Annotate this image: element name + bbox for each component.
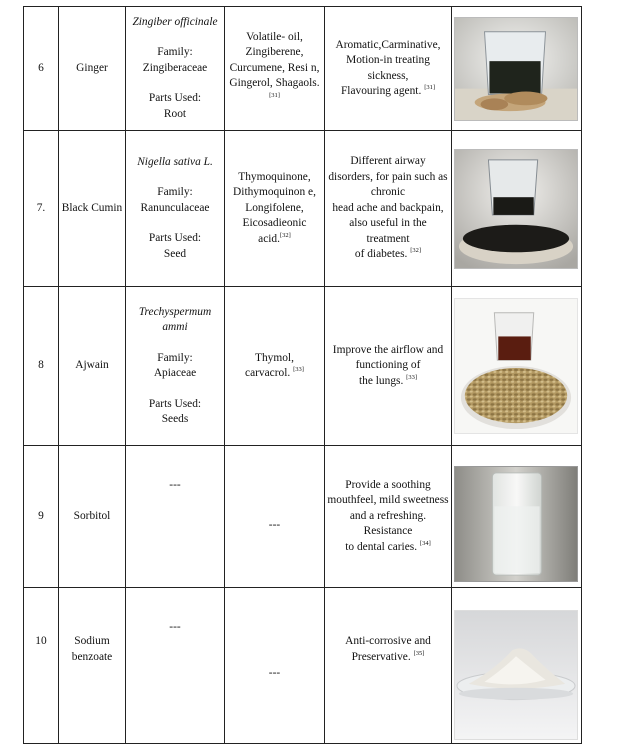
table-row [24, 588, 582, 744]
image-cell [452, 588, 582, 744]
constituents-cell [225, 131, 325, 287]
parts-used: Seed [163, 247, 187, 260]
uses-cell [325, 131, 452, 287]
reference-mark: [35] [413, 649, 425, 657]
constituent-line: Zingiberene, [245, 46, 304, 59]
family-label: Family: [157, 351, 193, 364]
constituent-line: Thymoquinone, [238, 170, 311, 183]
sorbitol-glass-photo [454, 466, 578, 582]
source-cell [126, 287, 225, 446]
table-row [24, 7, 582, 131]
use-line: Different airway [350, 155, 426, 168]
use-line: sickness, [367, 69, 409, 82]
use-line: disorders, for pain such as [328, 170, 448, 183]
ingredient-name-cell [59, 588, 126, 744]
image-cell [452, 131, 582, 287]
source-cell [126, 446, 225, 588]
ingredient-name: Black Cumin [59, 131, 126, 287]
use-line: Preservative. [351, 650, 411, 663]
constituents-placeholder: --- [268, 518, 281, 531]
ingredient-name-line: benzoate [71, 650, 113, 663]
row-number: 8 [24, 287, 59, 446]
use-line: of diabetes. [354, 248, 408, 261]
parts-used: Root [163, 107, 187, 120]
reference-mark: [32] [410, 247, 422, 255]
use-line: also useful in the [349, 217, 427, 230]
row-number: 10 [24, 588, 59, 744]
constituents-cell [225, 588, 325, 744]
ingredient-name: Sorbitol [59, 446, 126, 588]
reference-mark: [31] [424, 84, 436, 92]
use-line: Provide a soothing [345, 478, 431, 491]
ginger-beaker-photo [454, 17, 578, 121]
row-number: 7. [24, 131, 59, 287]
constituent-line: carvacrol. [245, 367, 291, 379]
constituent-line: acid. [258, 232, 280, 245]
constituent-line: Longifolene, [245, 201, 304, 214]
use-line: to dental caries. [345, 540, 418, 553]
scientific-name: Zingiber officinale [132, 15, 218, 28]
use-line: Anti-corrosive and [345, 635, 431, 647]
source-cell [126, 588, 225, 744]
source-placeholder: --- [169, 621, 181, 633]
family-label: Family: [157, 46, 193, 59]
parts-label: Parts Used: [148, 92, 202, 105]
row-number: 9 [24, 446, 59, 588]
family-name: Apiaceae [153, 367, 197, 379]
use-line: the lungs. [359, 374, 404, 387]
constituent-line: Thymol, [255, 351, 294, 364]
constituent-line: Gingerol, Shagaols. [229, 77, 320, 90]
ingredient-name-line: Sodium [74, 635, 110, 647]
constituents-placeholder: --- [268, 666, 281, 679]
sodium-benzoate-powder-photo [454, 610, 578, 740]
use-line: Motion-in treating [346, 54, 430, 66]
row-number: 6 [24, 7, 59, 131]
uses-cell [325, 588, 452, 744]
ingredient-name: Ginger [59, 7, 126, 131]
uses-cell [325, 287, 452, 446]
use-line: treatment [366, 232, 410, 245]
constituents-cell [225, 446, 325, 588]
use-line: Resistance [363, 525, 413, 538]
image-cell [452, 7, 582, 131]
constituent-line: Curcumene, Resi n, [229, 61, 320, 74]
use-line: functioning of [355, 359, 421, 372]
reference-mark: [31] [269, 91, 280, 99]
family-label: Family: [157, 186, 193, 199]
table-row [24, 131, 582, 287]
use-line: Improve the airflow and [332, 343, 444, 356]
image-cell [452, 287, 582, 446]
reference-mark: [32] [279, 231, 291, 239]
source-cell [126, 131, 225, 287]
reference-mark: [34] [419, 539, 431, 547]
source-placeholder: --- [169, 479, 181, 491]
image-cell [452, 446, 582, 588]
table-row [24, 446, 582, 588]
ingredients-table [23, 6, 582, 744]
uses-cell [325, 7, 452, 131]
use-line: chronic [370, 186, 406, 199]
parts-used: Seeds [161, 413, 189, 425]
use-line: mouthfeel, mild sweetness [327, 494, 449, 507]
source-cell [126, 7, 225, 131]
use-line: Aromatic,Carminative, [335, 38, 441, 51]
use-line: Flavouring agent. [340, 85, 422, 97]
reference-mark: [33] [406, 373, 417, 381]
black-cumin-beaker-photo [454, 149, 578, 269]
scientific-name-line: Trechyspermum [138, 305, 212, 318]
parts-label: Parts Used: [148, 397, 202, 410]
constituents-cell [225, 7, 325, 131]
constituent-line: Volatile- oil, [246, 30, 303, 43]
constituent-line: Dithymoquinon e, [233, 186, 316, 199]
use-line: head ache and backpain, [332, 201, 444, 214]
reference-mark: [33] [293, 366, 304, 374]
constituent-line: Eicosadieonic [242, 217, 307, 230]
table-row [24, 287, 582, 446]
family-name: Zingiberaceae [142, 61, 208, 74]
ingredient-name: Ajwain [59, 287, 126, 446]
ajwain-seeds-photo [454, 298, 578, 434]
scientific-name: Nigella sativa L. [137, 155, 213, 168]
scientific-name-line: ammi [162, 321, 188, 333]
family-name: Ranunculaceae [140, 201, 210, 214]
use-line: and a refreshing. [349, 509, 427, 522]
uses-cell [325, 446, 452, 588]
parts-label: Parts Used: [148, 232, 202, 245]
constituents-cell [225, 287, 325, 446]
